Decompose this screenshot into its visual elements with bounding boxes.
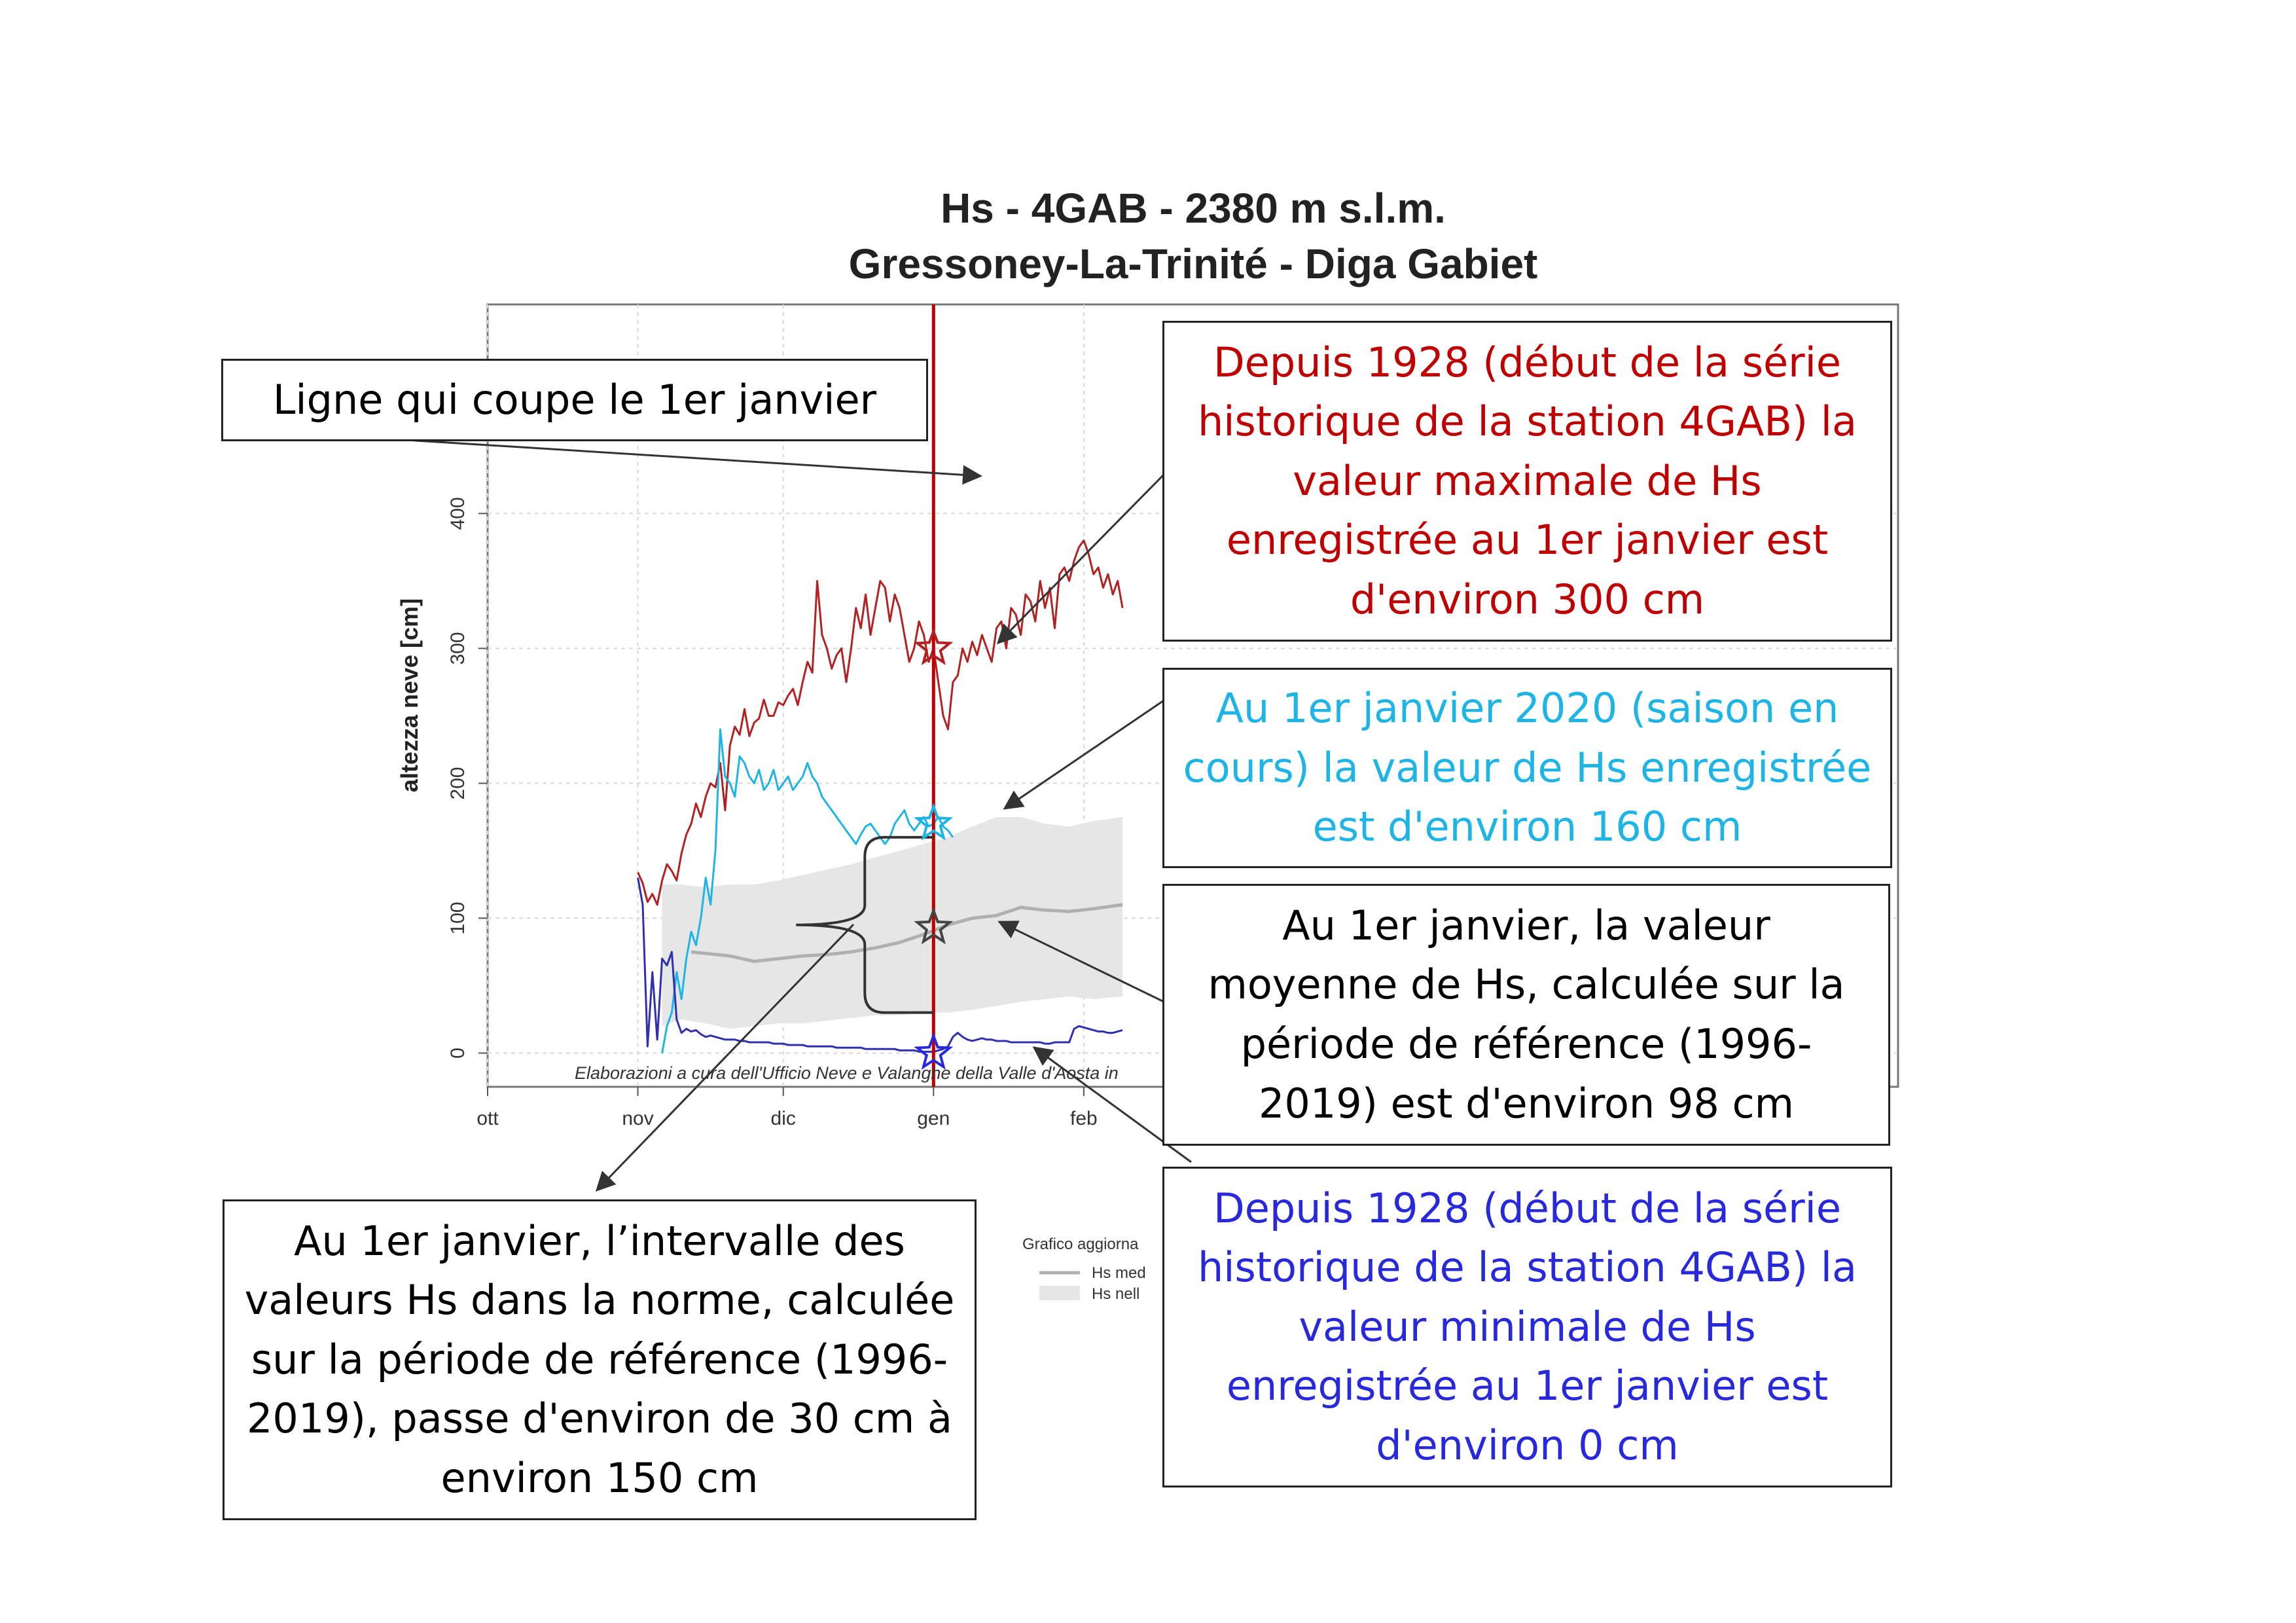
x-tick-label: ott — [476, 1108, 499, 1129]
annotation-max: Depuis 1928 (début de la série historique de la station 4GAB) la valeur maximale de Hs enregistrée au 1er janvier est d'environ 300 cm — [1162, 321, 1892, 642]
y-axis — [447, 497, 488, 1059]
y-tick-label: 100 — [447, 902, 469, 935]
chart-subtitle: Gressoney-La-Trinité - Diga Gabiet — [848, 240, 1538, 287]
x-tick-label: gen — [917, 1108, 950, 1129]
x-axis — [476, 1087, 1097, 1129]
annotation-mean: Au 1er janvier, la valeur moyenne de Hs, calculée sur la période de référence (1996-2019) est d'environ 98 cm — [1162, 884, 1890, 1146]
y-tick-label: 300 — [447, 632, 469, 665]
legend-entry-mean: Hs med — [1092, 1264, 1146, 1282]
x-tick-label: dic — [770, 1108, 796, 1129]
y-tick-label: 200 — [447, 767, 469, 800]
x-tick-label: nov — [622, 1108, 654, 1129]
legend-title: Grafico aggiorna — [1022, 1235, 1139, 1253]
x-tick-label: feb — [1070, 1108, 1098, 1129]
legend-band-swatch — [1039, 1286, 1080, 1300]
annotation-line-label: Ligne qui coupe le 1er janvier — [221, 359, 928, 441]
y-tick-label: 0 — [447, 1048, 469, 1059]
annotation-min: Depuis 1928 (début de la série historique de la station 4GAB) la valeur minimale de Hs enregistrée au 1er janvier est d'environ 0 cm — [1162, 1167, 1892, 1487]
annotation-current: Au 1er janvier 2020 (saison en cours) la valeur de Hs enregistrée est d'environ 160 cm — [1162, 668, 1892, 868]
chart-title: Hs - 4GAB - 2380 m s.l.m. — [941, 185, 1446, 232]
y-tick-label: 400 — [447, 497, 469, 530]
chart-credit: Elaborazioni a cura dell'Ufficio Neve e Valanghe della Valle d'Aosta in — [575, 1063, 1119, 1083]
legend-entry-band: Hs nell — [1092, 1285, 1140, 1303]
y-axis-label: altezza neve [cm] — [396, 598, 423, 793]
annotation-range: Au 1er janvier, l’intervalle des valeurs Hs dans la norme, calculée sur la période de référence (1996-2019), passe d'environ de 30 cm à environ 150 cm — [223, 1199, 977, 1520]
